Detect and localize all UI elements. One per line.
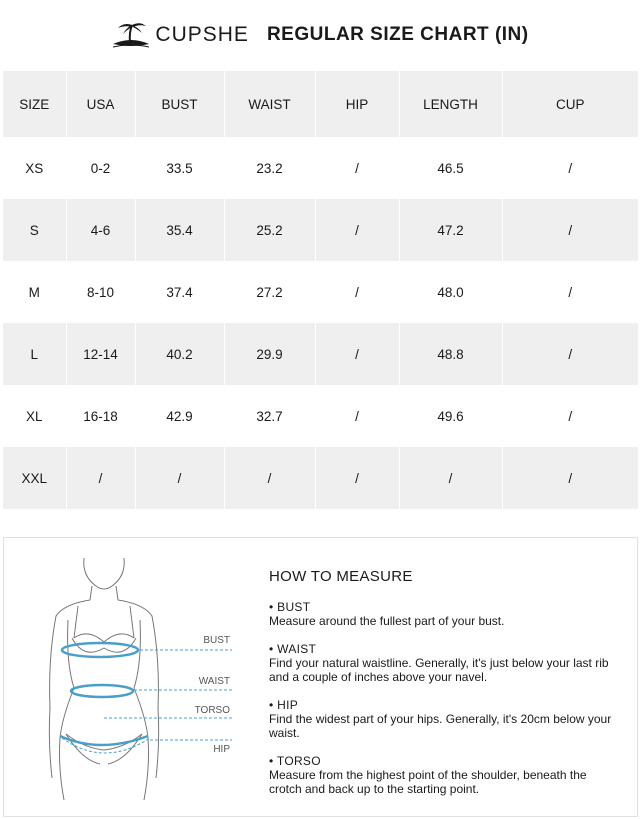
table-cell: XXL xyxy=(21,470,48,486)
measure-item-description: Find your natural waistline. Generally, it's just below your last rib and a couple of inches above your navel. xyxy=(269,656,609,684)
table-cell: 27.2 xyxy=(224,261,315,323)
column-header: LENGTH xyxy=(399,71,502,137)
table-cell: / xyxy=(502,323,638,385)
figure-label-bust: BUST xyxy=(203,635,230,646)
table-cell: L xyxy=(30,346,38,362)
header xyxy=(0,0,640,70)
table-cell: 49.6 xyxy=(399,385,502,447)
table-cell: 35.4 xyxy=(135,199,224,261)
figure-label-torso: TORSO xyxy=(194,705,230,716)
table-cell: M xyxy=(28,284,40,300)
table-cell: 8-10 xyxy=(66,261,135,323)
table-cell: / xyxy=(315,385,399,447)
column-header: HIP xyxy=(315,71,399,137)
table-cell: 47.2 xyxy=(399,199,502,261)
column-header: BUST xyxy=(135,71,224,137)
measure-item-label: • WAIST xyxy=(269,642,317,656)
table-cell: 37.4 xyxy=(135,261,224,323)
table-row xyxy=(3,447,638,509)
table-cell: 12-14 xyxy=(66,323,135,385)
table-cell: / xyxy=(502,447,638,509)
table-cell: / xyxy=(399,447,502,509)
table-cell: 40.2 xyxy=(135,323,224,385)
table-cell: / xyxy=(502,261,638,323)
table-cell: 4-6 xyxy=(66,199,135,261)
figure-label-waist: WAIST xyxy=(198,676,230,687)
table-row xyxy=(3,323,638,385)
table-row xyxy=(3,385,638,447)
measure-item-description: Measure around the fullest part of your bust. xyxy=(269,614,505,628)
table-cell: / xyxy=(502,137,638,199)
table-cell: 42.9 xyxy=(135,385,224,447)
table-cell: 46.5 xyxy=(399,137,502,199)
measure-item-description: Measure from the highest point of the shoulder, beneath the crotch and back up to the starting point. xyxy=(269,768,587,796)
measure-item-description: Find the widest part of your hips. Generally, it's 20cm below your waist. xyxy=(269,712,612,740)
measure-item-label: • BUST xyxy=(269,600,311,614)
measure-item-label: • HIP xyxy=(269,698,299,712)
measure-item-waist xyxy=(269,642,619,684)
table-cell: / xyxy=(135,447,224,509)
table-cell: 48.8 xyxy=(399,323,502,385)
table-cell: / xyxy=(502,385,638,447)
table-row xyxy=(3,199,638,261)
table-cell: 33.5 xyxy=(135,137,224,199)
measure-item-bust xyxy=(269,600,619,628)
chart-title: REGULAR SIZE CHART (IN) xyxy=(266,24,529,45)
table-row xyxy=(3,137,638,199)
figure-label-hip: HIP xyxy=(213,744,230,755)
column-header: USA xyxy=(66,71,135,137)
table-cell: / xyxy=(315,323,399,385)
palm-tree-island-icon xyxy=(111,20,151,50)
how-to-measure-title: HOW TO MEASURE xyxy=(269,568,413,585)
table-cell: 25.2 xyxy=(224,199,315,261)
table-cell: / xyxy=(315,137,399,199)
body-measurement-figure xyxy=(4,538,254,816)
table-cell: 29.9 xyxy=(224,323,315,385)
table-cell: 23.2 xyxy=(224,137,315,199)
table-cell: / xyxy=(66,447,135,509)
table-cell: 32.7 xyxy=(224,385,315,447)
measure-item-hip xyxy=(269,698,619,740)
table-cell: / xyxy=(224,447,315,509)
table-cell: 48.0 xyxy=(399,261,502,323)
brand-logo xyxy=(111,20,249,50)
table-cell: / xyxy=(315,447,399,509)
column-header: WAIST xyxy=(224,71,315,137)
table-cell: / xyxy=(315,261,399,323)
measure-item-torso xyxy=(269,754,619,796)
table-cell: / xyxy=(315,199,399,261)
table-cell: / xyxy=(502,199,638,261)
table-cell: XL xyxy=(25,408,43,424)
table-row xyxy=(3,261,638,323)
size-chart-table xyxy=(3,71,638,509)
table-cell: XS xyxy=(25,160,44,176)
table-cell: S xyxy=(29,222,39,238)
measure-guide-panel xyxy=(3,537,638,817)
column-header: SIZE xyxy=(19,96,50,112)
table-header-row xyxy=(3,71,638,137)
measure-item-label: • TORSO xyxy=(269,754,321,768)
table-cell: 0-2 xyxy=(66,137,135,199)
table-cell: 16-18 xyxy=(66,385,135,447)
column-header: CUP xyxy=(502,71,638,137)
brand-name: CUPSHE xyxy=(155,23,249,46)
